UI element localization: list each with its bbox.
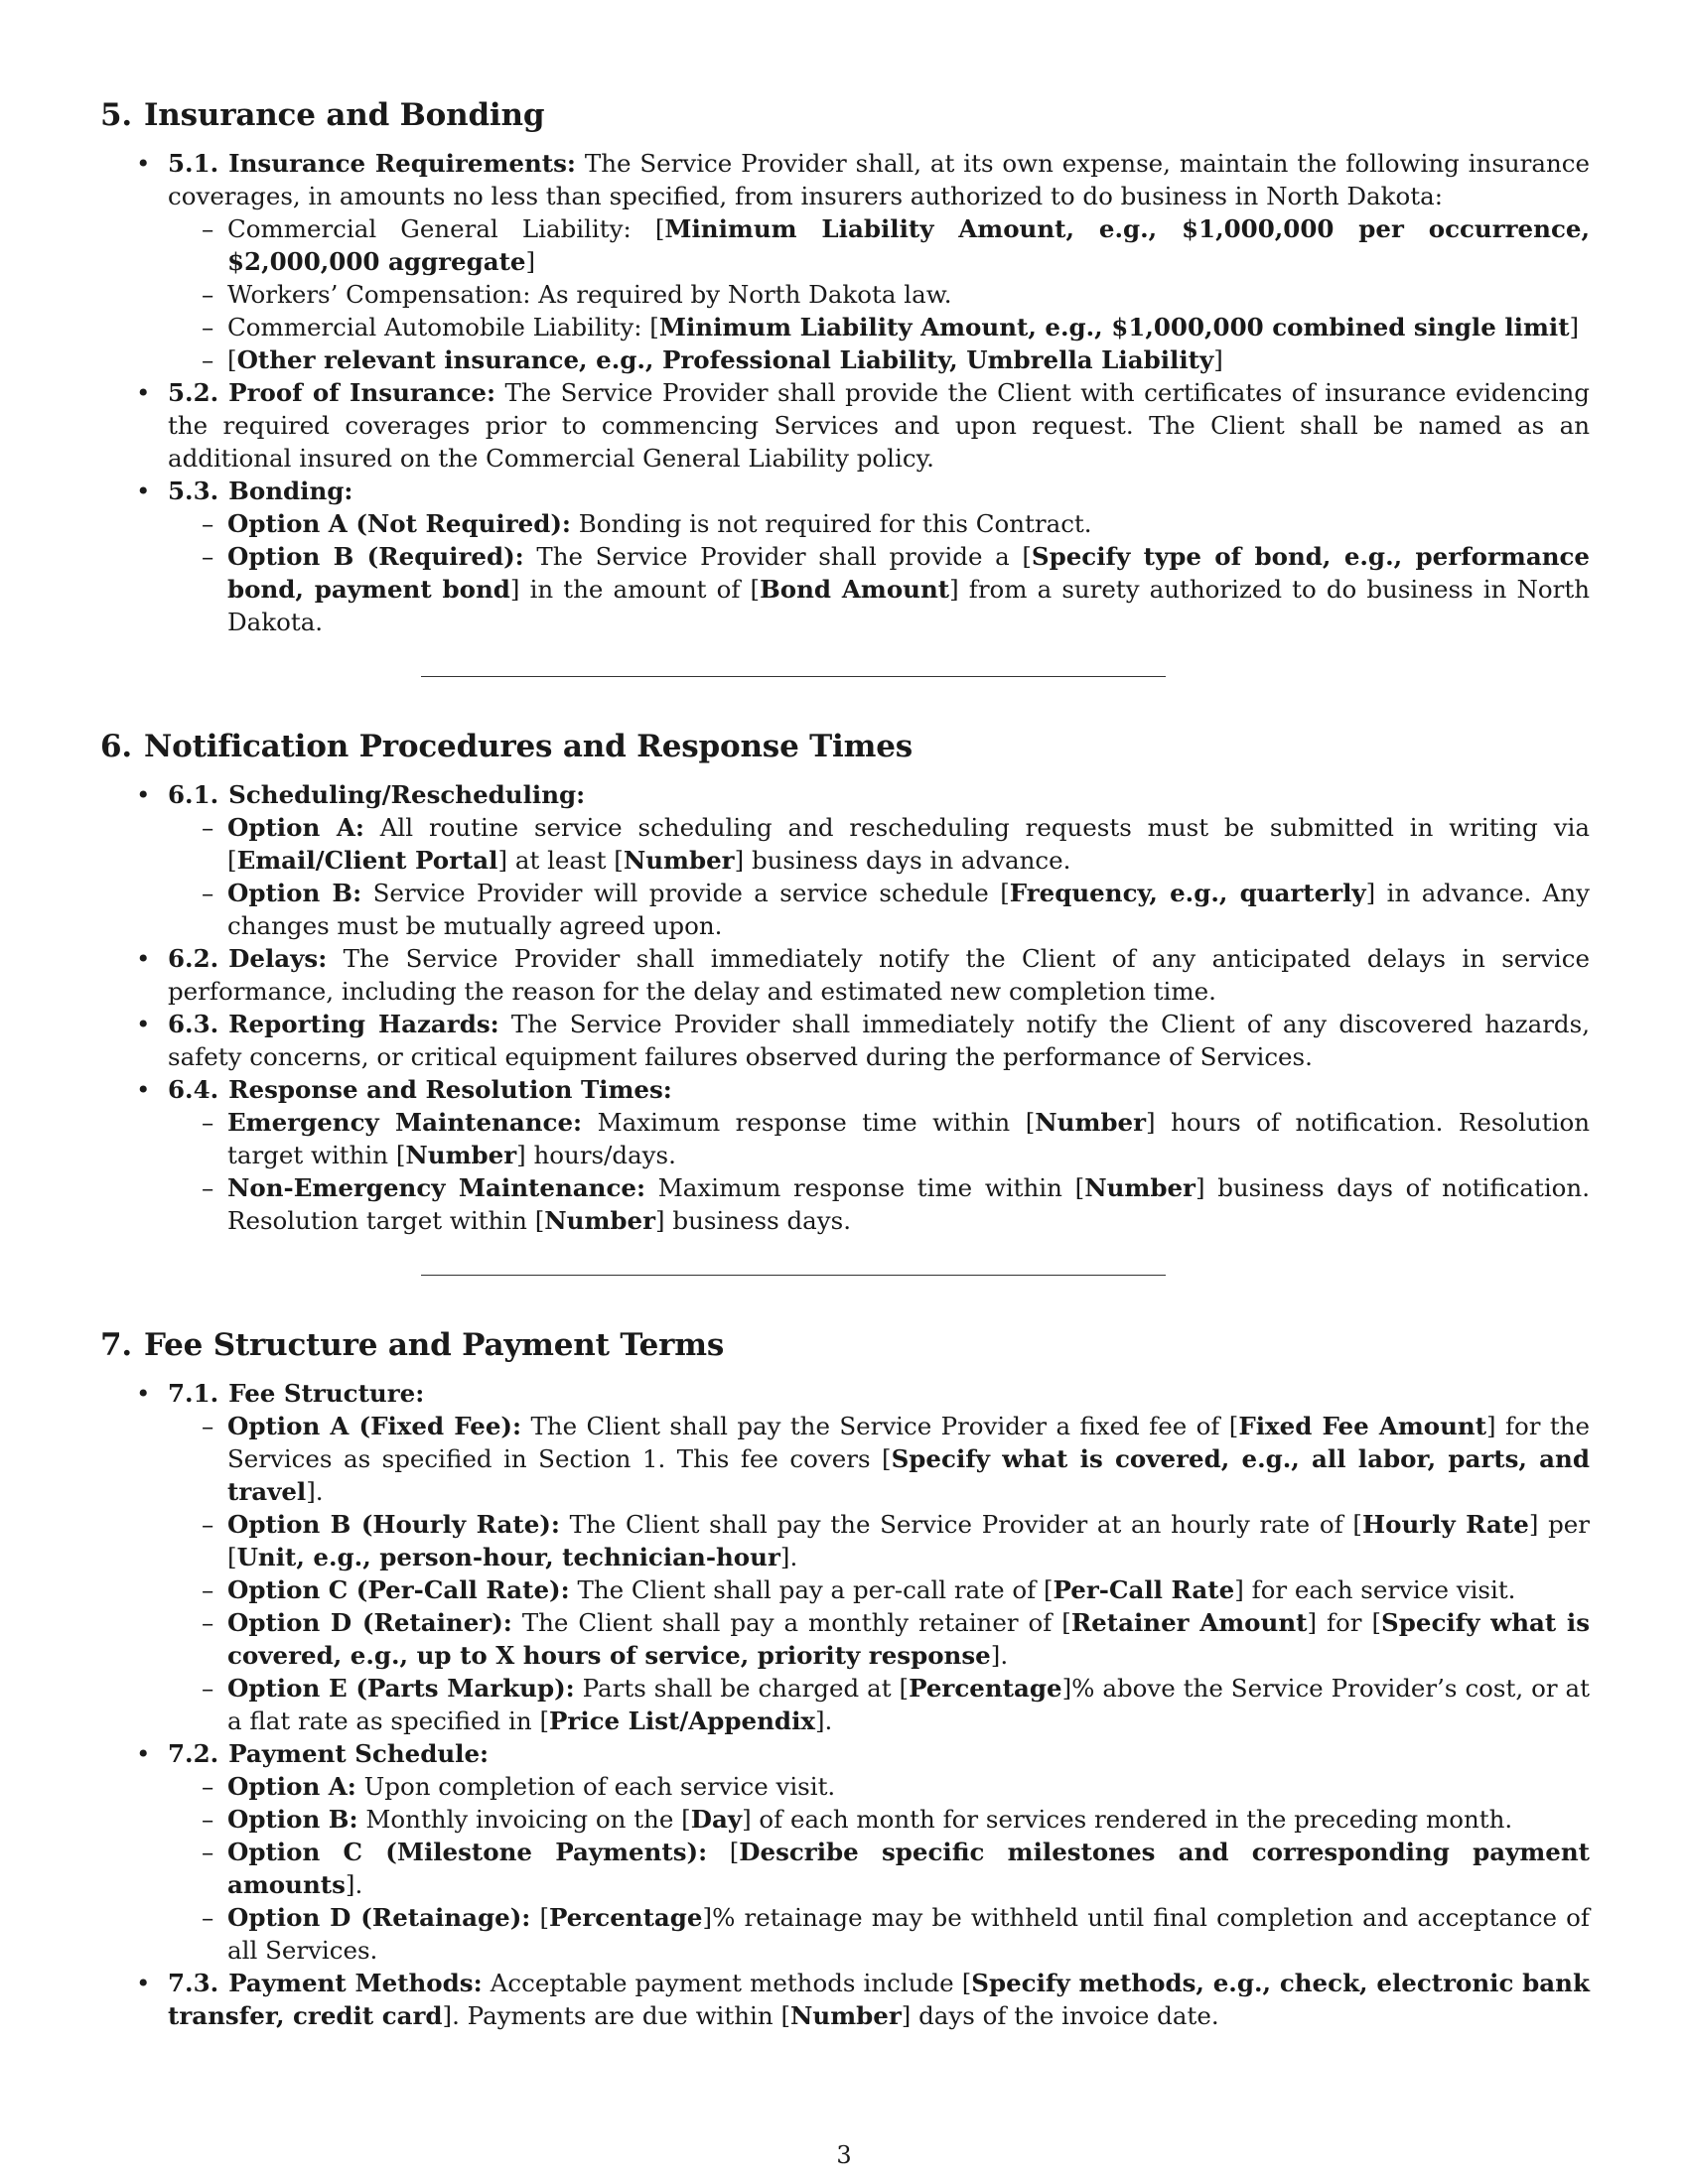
section-heading: [100, 95, 1590, 135]
clause-label: Insurance Requirements:: [228, 149, 576, 178]
sub-clause-text: All routine service scheduling and rescheduling requests must be submitted in writing via: [379, 813, 1590, 842]
placeholder-field: Day: [690, 1805, 743, 1834]
sub-clause-text: for: [1326, 1608, 1362, 1637]
sub-clause-label: Option A (Not Required):: [227, 509, 571, 538]
clause-text: The Service Provider shall immediately notify the Client of any anticipated delays in service performance, including the reason for the delay and estimated new completion time.: [168, 944, 1590, 1006]
clause-text: . Payments are due within: [452, 2001, 774, 2030]
placeholder-field: Percentage: [549, 1903, 703, 1932]
sub-clause-label: Option E (Parts Markup):: [227, 1674, 575, 1703]
clause-item: [100, 1377, 1590, 1737]
clause-text: The Service Provider shall, at its own expense, maintain the following insurance coverages, in amounts no less than specified, from insurers authorized to do business in North Dakota:: [168, 149, 1590, 210]
placeholder-field: Minimum Liability Amount, e.g., $1,000,000 per occurrence, $2,000,000 aggregate: [227, 214, 1590, 276]
section-number: 6.: [100, 729, 132, 764]
clause-label: Scheduling/Rescheduling:: [228, 780, 586, 809]
sub-clause-text: .: [789, 1543, 798, 1571]
sub-clause-text: .: [824, 1706, 833, 1735]
section-number: 7.: [100, 1327, 132, 1363]
section-divider: [421, 1275, 1166, 1276]
clause-label: Fee Structure:: [228, 1379, 425, 1408]
sub-clause-text: Maximum response time within: [657, 1173, 1062, 1202]
sub-clause-item: – Option B: Service Provider will provide a service schedule [Frequency, e.g., quarterly] in advance. Any changes must be mutually agreed upon.: [168, 877, 1590, 942]
sub-clause-item: [168, 278, 1590, 311]
placeholder-field: Other relevant insurance, e.g., Professional Liability, Umbrella Liability: [236, 345, 1214, 374]
placeholder-field: Per-Call Rate: [1053, 1575, 1235, 1604]
sub-clause-text: Upon completion of each service visit.: [363, 1772, 836, 1801]
placeholder-field: Specify type of bond, e.g., performance bond, payment bond: [227, 542, 1591, 604]
sub-clause-label: Option B:: [227, 879, 362, 907]
placeholder-field: Minimum Liability Amount, e.g., $1,000,000 combined single limit: [658, 313, 1570, 341]
clause-label: Bonding:: [228, 477, 353, 505]
sub-clause-text: Service Provider will provide a service schedule: [372, 879, 989, 907]
placeholder-field: Describe specific milestones and corresponding payment amounts: [227, 1838, 1590, 1899]
sub-clause-text: .: [315, 1477, 324, 1506]
clause-number: 7.1.: [168, 1379, 219, 1408]
sub-clause-item: [168, 1770, 1590, 1803]
sub-clause-list: [168, 507, 1590, 638]
clause-item: [100, 1737, 1590, 1967]
sub-clause-list: [168, 1770, 1590, 1967]
sub-clause-item: – Option C (Per-Call Rate): The Client shall pay a per-call rate of [Per-Call Rate] for each service visit.: [168, 1573, 1590, 1606]
placeholder-field: Number: [623, 846, 735, 875]
sub-clause-item: – Option B (Required): The Service Provider shall provide a [Specify type of bond, e.g., performance bond, payment bond] in the amount of [Bond Amount] from a surety authorized to do business in North Dakota.: [168, 540, 1590, 638]
placeholder-field: Number: [405, 1141, 517, 1169]
clause-item: [100, 147, 1590, 376]
sub-clause-text: Parts shall be charged at: [582, 1674, 892, 1703]
sub-clause-text: Bonding is not required for this Contract.: [578, 509, 1092, 538]
clause-number: 6.1.: [168, 780, 219, 809]
page-number: 3: [836, 2141, 852, 2169]
clause-label: Delays:: [228, 944, 328, 973]
placeholder-field: Percentage: [909, 1674, 1062, 1703]
sub-clause-item: [168, 507, 1590, 540]
sub-clause-item: – Commercial General Liability: [Minimum Liability Amount, e.g., $1,000,000 per occurrence, $2,000,000 aggregate]: [168, 212, 1590, 278]
placeholder-field: Price List/Appendix: [549, 1706, 815, 1735]
sub-clause-text: The Service Provider shall provide a: [536, 542, 1010, 571]
sub-clause-text: in advance. Any changes must be mutually agreed upon.: [227, 879, 1590, 940]
placeholder-field: Specify what is covered, e.g., all labor, parts, and travel: [227, 1444, 1590, 1506]
section-title: Insurance and Bonding: [143, 97, 545, 133]
clause-item: [100, 376, 1590, 475]
clause-text: days of the invoice date.: [918, 2001, 1219, 2030]
sub-clause-text: in the amount of: [529, 575, 741, 604]
sub-clause-label: Emergency Maintenance:: [227, 1108, 583, 1137]
sub-clause-label: Option B:: [227, 1805, 358, 1834]
clause-label: Response and Resolution Times:: [228, 1075, 672, 1104]
sub-clause-list: [168, 212, 1590, 376]
sub-clause-text: The Client shall pay a monthly retainer of: [521, 1608, 1053, 1637]
sub-clause-text: Monthly invoicing on the: [365, 1805, 674, 1834]
placeholder-field: Email/Client Portal: [236, 846, 498, 875]
sub-clause-text: per: [1548, 1510, 1591, 1539]
sub-clause-text: The Client shall pay a per-call rate of: [577, 1575, 1037, 1604]
sub-clause-text: Workers’ Compensation: As required by North Dakota law.: [227, 280, 952, 309]
document-body: [100, 95, 1590, 2032]
sub-clause-list: [168, 811, 1590, 942]
sub-clause-item: – Option B: Monthly invoicing on the [Day] of each month for services rendered in the preceding month.: [168, 1803, 1590, 1836]
sub-clause-list: [168, 1410, 1590, 1737]
sub-clause-item: – Emergency Maintenance: Maximum response time within [Number] hours of notification. Resolution target within [Number] hours/days.: [168, 1106, 1590, 1171]
placeholder-field: Fixed Fee Amount: [1238, 1412, 1487, 1440]
clause-item: [100, 778, 1590, 942]
placeholder-field: Retainer Amount: [1070, 1608, 1308, 1637]
clause-text: Acceptable payment methods include: [490, 1969, 954, 1997]
section-number: 5.: [100, 97, 132, 133]
clause-item: [100, 475, 1590, 638]
sub-clause-text: business days.: [672, 1206, 851, 1235]
sub-clause-text: at least: [514, 846, 607, 875]
clause-item: [100, 942, 1590, 1008]
sub-clause-label: Option A:: [227, 813, 364, 842]
clause-label: Reporting Hazards:: [228, 1010, 499, 1038]
sub-clause-label: Option B (Required):: [227, 542, 524, 571]
placeholder-field: Bond Amount: [760, 575, 950, 604]
sub-clause-item: – Option B (Hourly Rate): The Client shall pay the Service Provider at an hourly rate of [Hourly Rate] per [Unit, e.g., person-hour, technician-hour].: [168, 1508, 1590, 1573]
sub-clause-label: Non-Emergency Maintenance:: [227, 1173, 646, 1202]
sub-clause-text: .: [1000, 1641, 1009, 1670]
sub-clause-label: Option C (Milestone Payments):: [227, 1838, 708, 1866]
clause-number: 6.3.: [168, 1010, 219, 1038]
clause-item: • 7.3. Payment Methods: Acceptable payment methods include [Specify methods, e.g., check, electronic bank transfer, credit card]. Payments are due within [Number] days of the invoice date.: [100, 1967, 1590, 2032]
placeholder-field: Specify methods, e.g., check, electronic bank transfer, credit card: [168, 1969, 1590, 2030]
sub-clause-text: Maximum response time within: [597, 1108, 1011, 1137]
placeholder-field: Number: [1035, 1108, 1147, 1137]
sub-clause-label: Option A (Fixed Fee):: [227, 1412, 522, 1440]
clause-number: 7.3.: [168, 1969, 219, 1997]
placeholder-field: Hourly Rate: [1361, 1510, 1529, 1539]
sub-clause-text: The Client shall pay the Service Provider at an hourly rate of: [569, 1510, 1343, 1539]
sub-clause-item: – Commercial Automobile Liability: [Minimum Liability Amount, e.g., $1,000,000 combined single limit]: [168, 311, 1590, 343]
clause-text: The Service Provider shall immediately notify the Client of any discovered hazards, safety concerns, or critical equipment failures observed during the performance of Services.: [168, 1010, 1590, 1071]
placeholder-field: Number: [790, 2001, 902, 2030]
sub-clause-text: Commercial General Liability:: [227, 214, 655, 243]
placeholder-field: Unit, e.g., person-hour, technician-hour: [236, 1543, 780, 1571]
sub-clause-item: – Option D (Retainage): [Percentage]% retainage may be withheld until final completion and acceptance of all Services.: [168, 1901, 1590, 1967]
placeholder-field: Specify what is covered, e.g., up to X hours of service, priority response: [227, 1608, 1591, 1670]
sub-clause-item: – Option D (Retainer): The Client shall pay a monthly retainer of [Retainer Amount] for [Specify what is covered, e.g., up to X hours of service, priority response].: [168, 1606, 1590, 1672]
sub-clause-text: for each service visit.: [1251, 1575, 1516, 1604]
clause-list: [100, 778, 1590, 1237]
sub-clause-text: % retainage may be withheld until final completion and acceptance of all Services.: [227, 1903, 1590, 1965]
clause-number: 5.1.: [168, 149, 219, 178]
sub-clause-text: for the Services as specified in Section 1. This fee covers: [227, 1412, 1590, 1473]
sub-clause-item: – Option C (Milestone Payments): [Describe specific milestones and corresponding payment amounts].: [168, 1836, 1590, 1901]
sub-clause-text: The Client shall pay the Service Provider a fixed fee of: [530, 1412, 1220, 1440]
sub-clause-text: business days of notification. Resolution target within: [227, 1173, 1591, 1235]
sub-clause-label: Option D (Retainage):: [227, 1903, 531, 1932]
clause-list: [100, 147, 1590, 638]
sub-clause-item: – Option A: All routine service scheduling and rescheduling requests must be submitted in writing via [Email/Client Portal] at least [Number] business days in advance.: [168, 811, 1590, 877]
placeholder-field: Number: [544, 1206, 656, 1235]
sub-clause-label: Option A:: [227, 1772, 356, 1801]
clause-number: 6.2.: [168, 944, 219, 973]
sub-clause-text: of each month for services rendered in the preceding month.: [759, 1805, 1513, 1834]
sub-clause-text: hours/days.: [533, 1141, 676, 1169]
clause-item: [100, 1073, 1590, 1237]
section-divider: [421, 676, 1166, 677]
sub-clause-item: – Non-Emergency Maintenance: Maximum response time within [Number] business days of notification. Resolution target within [Number] business days.: [168, 1171, 1590, 1237]
sub-clause-item: – Option A (Fixed Fee): The Client shall pay the Service Provider a fixed fee of [Fixed Fee Amount] for the Services as specified in Section 1. This fee covers [Specify what is covered, e.g., all labor, parts, and travel].: [168, 1410, 1590, 1508]
clause-number: 5.3.: [168, 477, 219, 505]
sub-clause-text: .: [354, 1870, 363, 1899]
sub-clause-text: Commercial Automobile Liability:: [227, 313, 650, 341]
sub-clause-text: hours of notification. Resolution target within: [227, 1108, 1590, 1169]
clause-item: [100, 1008, 1590, 1073]
sub-clause-list: [168, 1106, 1590, 1237]
sub-clause-item: – Option E (Parts Markup): Parts shall be charged at [Percentage]% above the Service Provider’s cost, or at a flat rate as specified in [Price List/Appendix].: [168, 1672, 1590, 1737]
clause-number: 6.4.: [168, 1075, 219, 1104]
section-title: Notification Procedures and Response Times: [143, 729, 914, 764]
clause-label: Payment Schedule:: [228, 1739, 490, 1768]
clause-number: 7.2.: [168, 1739, 219, 1768]
sub-clause-text: business days in advance.: [751, 846, 1071, 875]
section-heading: [100, 1325, 1590, 1365]
placeholder-field: Frequency, e.g., quarterly: [1009, 879, 1366, 907]
clause-number: 5.2.: [168, 378, 219, 407]
placeholder-field: Number: [1084, 1173, 1196, 1202]
sub-clause-label: Option C (Per-Call Rate):: [227, 1575, 570, 1604]
sub-clause-label: Option B (Hourly Rate):: [227, 1510, 560, 1539]
sub-clause-text: % above the Service Provider’s cost, or at a flat rate as specified in: [227, 1674, 1590, 1735]
clause-label: Payment Methods:: [228, 1969, 483, 1997]
sub-clause-item: – [Other relevant insurance, e.g., Professional Liability, Umbrella Liability]: [168, 343, 1590, 376]
section-heading: [100, 727, 1590, 766]
sub-clause-text: from a surety authorized to do business in North Dakota.: [227, 575, 1590, 636]
section-title: Fee Structure and Payment Terms: [143, 1327, 725, 1363]
clause-label: Proof of Insurance:: [228, 378, 496, 407]
clause-list: [100, 1377, 1590, 2032]
sub-clause-label: Option D (Retainer):: [227, 1608, 512, 1637]
clause-text: The Service Provider shall provide the Client with certificates of insurance evidencing the required coverages prior to commencing Services and upon request. The Client shall be named as an additional insured on the Commercial General Liability policy.: [168, 378, 1590, 473]
